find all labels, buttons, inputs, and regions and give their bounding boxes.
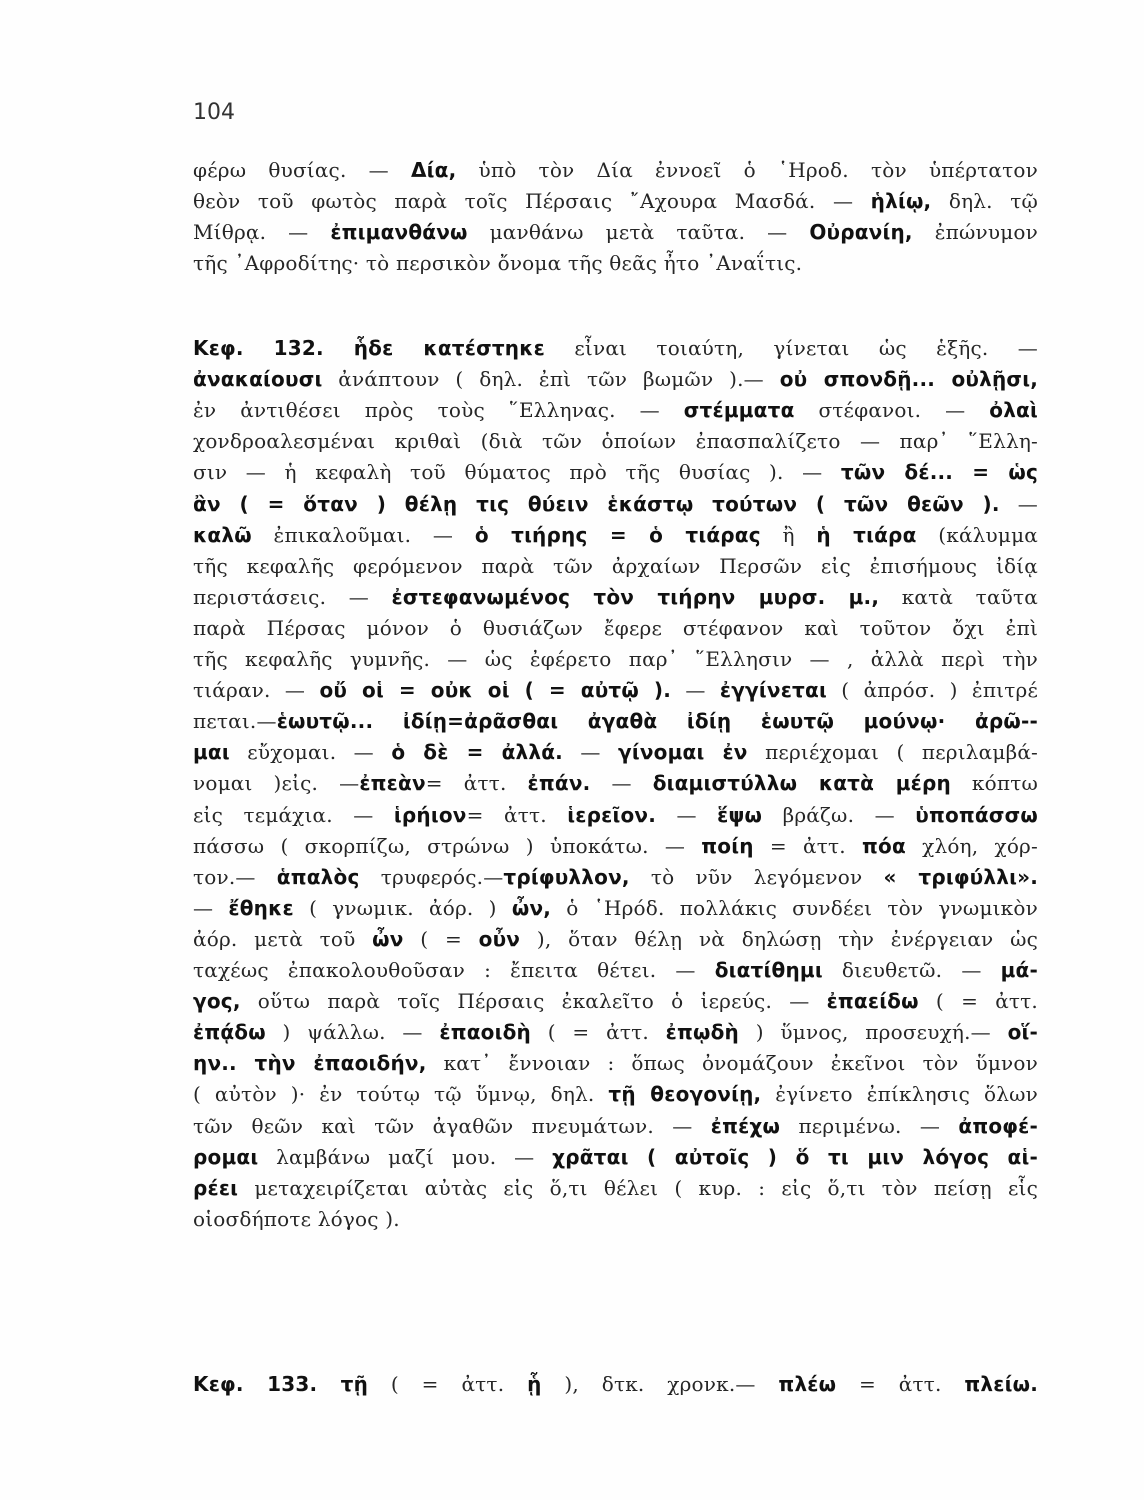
bold-term: καλῶ bbox=[193, 522, 252, 547]
text-line bbox=[193, 426, 1038, 457]
text-segment: ( = ἀττ. bbox=[368, 1372, 528, 1396]
text-segment: κατ᾿ ἔννοιαν : ὅπως ὀνομάζουν ἐκεῖνοι τὸν ὕμνον bbox=[426, 1051, 1038, 1076]
text-segment: τῆς κεφαλῆς γυμνῆς. — ὡς ἐφέρετο παρ᾿ ῞Ελλησιν — , ἀλλὰ περὶ τὴν bbox=[193, 647, 1038, 671]
text-segment: = ἀττ. bbox=[753, 833, 863, 858]
text-segment: διευθετῶ. — bbox=[822, 958, 1001, 982]
text-segment: ( = ἀττ. bbox=[530, 1020, 666, 1045]
bold-term: ἀποφέ- bbox=[958, 1113, 1038, 1138]
text-line bbox=[193, 186, 1038, 217]
bold-term: ἐγγίνεται bbox=[719, 678, 827, 703]
text-line bbox=[193, 1048, 1038, 1079]
text-segment: κατὰ ταῦτα bbox=[879, 584, 1038, 609]
text-line bbox=[193, 1173, 1038, 1204]
text-segment: ὁ ῾Ηρόδ. πολλάκις συνδέει τὸν γνωμικὸν bbox=[551, 895, 1038, 920]
text-line bbox=[193, 1369, 1038, 1400]
bold-term: ἐπαοιδὴ bbox=[439, 1020, 531, 1045]
text-line bbox=[193, 1017, 1038, 1048]
text-segment: οἱοσδήποτε λόγος ). bbox=[193, 1206, 400, 1231]
text-segment: τον.— bbox=[193, 864, 277, 889]
text-segment: εἰς τεμάχια. — bbox=[193, 802, 394, 827]
text-segment: Μίθρᾳ. — bbox=[193, 220, 331, 245]
text-line bbox=[193, 986, 1038, 1017]
text-segment: ὑπὸ τὸν Δία ἐννοεῖ ὁ ῾Ηροδ. τὸν ὑπέρτατον bbox=[456, 158, 1039, 182]
text-segment: εἶναι τοιαύτη, γίνεται ὡς ἑξῆς. — bbox=[545, 336, 1038, 360]
text-segment: βράζω. — bbox=[762, 802, 916, 827]
text-line bbox=[193, 582, 1038, 613]
bold-term: μά- bbox=[1000, 958, 1038, 982]
text-line bbox=[193, 520, 1038, 551]
bold-term: οὐ σπονδῇ... οὐλῇσι, bbox=[779, 367, 1039, 392]
text-segment: ἐπικαλοῦμαι. — bbox=[251, 522, 475, 547]
text-segment: εὔχομαι. — bbox=[229, 740, 392, 765]
text-segment: χλόη, χόρ- bbox=[905, 833, 1038, 858]
text-line bbox=[193, 551, 1038, 582]
text-line bbox=[193, 333, 1038, 364]
text-segment: ἢ bbox=[760, 522, 817, 547]
bold-term: ὁ τιήρης = ὁ τιάρας bbox=[474, 522, 761, 547]
text-segment: ), ὅταν θέλῃ νὰ δηλώσῃ τὴν ἐνέργειαν ὡς bbox=[520, 926, 1039, 951]
text-segment: φέρω θυσίας. — bbox=[193, 158, 411, 182]
text-segment: τιάραν. — bbox=[193, 678, 320, 703]
text-segment: τρυφερός.— bbox=[359, 864, 504, 889]
text-segment: ταχέως ἐπακολουθοῦσαν : ἔπειτα θέτει. — bbox=[193, 958, 715, 982]
text-line bbox=[193, 893, 1038, 924]
bold-term: γος, bbox=[193, 989, 241, 1014]
text-segment: σιν — ἡ κεφαλὴ τοῦ θύματος πρὸ τῆς θυσίας ). — bbox=[193, 460, 841, 485]
text-segment: ( = ἀττ. bbox=[918, 989, 1038, 1014]
text-line bbox=[193, 613, 1038, 644]
bold-term: γίνομαι ἐν bbox=[618, 740, 748, 765]
text-segment: νομαι )εἰς. — bbox=[193, 771, 360, 796]
bold-term: ἐπαείδω bbox=[826, 989, 919, 1014]
bold-term: πλείω. bbox=[964, 1372, 1038, 1396]
bold-term: μαι bbox=[193, 740, 230, 765]
bold-term: ἀνακαίουσι bbox=[193, 367, 323, 392]
bold-term: χρᾶται ( αὐτοῖς ) ὅ τι μιν λόγος αἱ- bbox=[552, 1144, 1038, 1169]
bold-term: Κεφ. 133. τῇ bbox=[193, 1372, 369, 1396]
bold-term: ἐπάν. bbox=[527, 771, 591, 796]
bold-term: ἡλίῳ, bbox=[870, 189, 932, 214]
text-segment: = ἀττ. bbox=[836, 1372, 965, 1396]
bold-term: διαμιστύλλω κατὰ μέρη bbox=[652, 771, 951, 796]
bold-term: ἡ τιάρα bbox=[816, 522, 917, 547]
bold-term: ἱερεῖον. bbox=[567, 802, 657, 827]
bold-term: οὖν bbox=[478, 926, 521, 951]
bold-term: ἑωυτῷ... ἰδίῃ=ἀρᾶσθαι ἀγαθὰ ἰδίῃ ἑωυτῷ μούνῳ· ἀρῶ-- bbox=[276, 709, 1038, 734]
text-segment: — bbox=[562, 740, 619, 765]
text-line bbox=[193, 457, 1038, 488]
bold-term: ἐστεφανωμένος τὸν τιήρην μυρσ. μ., bbox=[391, 584, 880, 609]
text-line bbox=[193, 706, 1038, 737]
text-line bbox=[193, 1079, 1038, 1110]
page-number: 104 bbox=[193, 100, 235, 125]
text-line bbox=[193, 364, 1038, 395]
text-segment: οὕτω παρὰ τοῖς Πέρσαις ἐκαλεῖτο ὁ ἱερεύς. — bbox=[240, 989, 827, 1014]
text-line bbox=[193, 737, 1038, 768]
text-line bbox=[193, 489, 1038, 520]
bold-term: « τριφύλλι». bbox=[883, 864, 1038, 889]
text-segment: λαμβάνω μαζί μου. — bbox=[258, 1144, 553, 1169]
bold-term: ἐπέχω bbox=[710, 1113, 781, 1138]
text-line bbox=[193, 248, 802, 279]
bold-term: ποίη bbox=[701, 833, 754, 858]
bold-term: Κεφ. 132. ἧδε κατέστηκε bbox=[193, 336, 545, 360]
bold-term: ᾗ bbox=[527, 1372, 542, 1396]
bold-term: ην.. τὴν ἐπαοιδήν, bbox=[193, 1051, 427, 1076]
bold-term: πλέω bbox=[778, 1372, 837, 1396]
text-segment: περιέχομαι ( περιλαμβά- bbox=[747, 740, 1038, 765]
text-segment: πάσσω ( σκορπίζω, στρώνω ) ὑποκάτω. — bbox=[193, 833, 702, 858]
text-segment: τῆς ᾿Αφροδίτης· τὸ περσικὸν ὄνομα τῆς θεᾶς ἦτο ᾿Αναΐτις. bbox=[193, 251, 803, 276]
bold-term: οἵ- bbox=[1007, 1020, 1039, 1045]
bold-term: διατίθημι bbox=[714, 958, 823, 982]
bold-term: στέμματα bbox=[683, 398, 795, 423]
text-segment: — bbox=[671, 678, 720, 703]
bold-term: Οὐρανίη, bbox=[809, 220, 913, 245]
bold-term: ρομαι bbox=[193, 1144, 259, 1169]
bold-term: ἐπεὰν bbox=[359, 771, 426, 796]
text-segment: χονδροαλεσμέναι κριθαὶ (διὰ τῶν ὁποίων ἐπασπαλίζετο — παρ᾿ ῞Ελλη- bbox=[193, 429, 1038, 454]
text-line bbox=[193, 675, 1038, 706]
text-segment: θεὸν τοῦ φωτὸς παρὰ τοῖς Πέρσαις ῎Αχουρα Μασδά. — bbox=[193, 189, 871, 214]
text-segment: — bbox=[193, 895, 229, 920]
text-line bbox=[193, 924, 1038, 955]
bold-term: ἔθηκε bbox=[228, 895, 294, 920]
text-segment: ἀόρ. μετὰ τοῦ bbox=[193, 926, 373, 951]
text-line bbox=[193, 644, 1038, 675]
text-line bbox=[193, 1142, 1038, 1173]
bold-term: ρέει bbox=[193, 1175, 239, 1200]
bold-term: ἐπᾴδω bbox=[193, 1020, 266, 1045]
text-line bbox=[193, 395, 1038, 426]
text-segment: — bbox=[999, 491, 1038, 516]
text-line bbox=[193, 800, 1038, 831]
text-line bbox=[193, 217, 1038, 248]
text-segment: περιστάσεις. — bbox=[193, 584, 392, 609]
text-segment: ( αὐτὸν )· ἐν τούτῳ τῷ ὕμνῳ, δηλ. bbox=[193, 1082, 609, 1107]
text-segment: ( γνωμικ. ἀόρ. ) bbox=[293, 895, 512, 920]
text-segment: — bbox=[656, 802, 718, 827]
text-segment: τὸ νῦν λεγόμενον bbox=[629, 864, 884, 889]
bold-term: ὦν, bbox=[511, 895, 552, 920]
bold-term: ὦν bbox=[372, 926, 404, 951]
text-line bbox=[193, 155, 1038, 186]
text-segment: ἐγίνετο ἐπίκλησις ὅλων bbox=[761, 1082, 1038, 1107]
text-line bbox=[193, 831, 1038, 862]
text-segment: περιμένω. — bbox=[780, 1113, 959, 1138]
text-segment: παρὰ Πέρσας μόνον ὁ θυσιάζων ἔφερε στέφανον καὶ τοῦτον ὄχι ἐπὶ bbox=[193, 615, 1038, 640]
text-line bbox=[193, 1204, 400, 1235]
text-segment: = ἀττ. bbox=[425, 771, 528, 796]
text-line bbox=[193, 1111, 1038, 1142]
text-segment: ἐπώνυμον bbox=[912, 220, 1038, 245]
text-segment: = ἀττ. bbox=[466, 802, 568, 827]
bold-term: ὀλαὶ bbox=[989, 398, 1038, 423]
text-line bbox=[193, 768, 1038, 799]
bold-term: ἂν ( = ὅταν ) θέλῃ τις θύειν ἑκάστῳ τούτων ( τῶν θεῶν ). bbox=[193, 491, 1000, 516]
text-line bbox=[193, 862, 1038, 893]
text-segment: ἐν ἀντιθέσει πρὸς τοὺς ῞Ελληνας. — bbox=[193, 398, 684, 423]
bold-term: ὁ δὲ = ἀλλά. bbox=[391, 740, 563, 765]
text-segment: — bbox=[590, 771, 653, 796]
text-segment: ) ὕμνος, προσευχή.— bbox=[738, 1020, 1008, 1045]
text-segment: πεται.— bbox=[193, 709, 277, 734]
text-segment: κόπτω bbox=[950, 771, 1038, 796]
text-segment: ( ἀπρόσ. ) ἐπιτρέ bbox=[826, 678, 1039, 703]
text-segment: ἀνάπτουν ( δηλ. ἐπὶ τῶν βωμῶν ).— bbox=[322, 367, 780, 392]
bold-term: οὔ οἱ = οὐκ οἱ ( = αὐτῷ ). bbox=[319, 678, 672, 703]
text-segment: τῆς κεφαλῆς φερόμενον παρὰ τῶν ἀρχαίων Περσῶν εἰς ἐπισήμους ἰδίᾳ bbox=[193, 553, 1038, 578]
text-segment: μανθάνω μετὰ ταῦτα. — bbox=[467, 220, 810, 245]
bold-term: τῇ θεογονίῃ, bbox=[608, 1082, 762, 1107]
bold-term: πόα bbox=[862, 833, 906, 858]
text-segment: ( = bbox=[403, 926, 479, 951]
text-segment: στέφανοι. — bbox=[794, 398, 990, 423]
text-line bbox=[193, 955, 1038, 986]
bold-term: τῶν δέ... = ὡς bbox=[840, 460, 1038, 485]
text-segment: τῶν θεῶν καὶ τῶν ἀγαθῶν πνευμάτων. — bbox=[193, 1113, 711, 1138]
text-segment: μεταχειρίζεται αὐτὰς εἰς ὅ,τι θέλει ( κυρ. : εἰς ὅ,τι τὸν πείσῃ εἷς bbox=[238, 1175, 1038, 1200]
bold-term: ἐπιμανθάνω bbox=[330, 220, 468, 245]
bold-term: ἕψω bbox=[717, 802, 763, 827]
text-segment: ) ψάλλω. — bbox=[265, 1020, 440, 1045]
bold-term: ἱρήιον bbox=[393, 802, 467, 827]
bold-term: Δία, bbox=[410, 158, 457, 182]
bold-term: ἐπῳδὴ bbox=[665, 1020, 739, 1045]
bold-term: τρίφυλλον, bbox=[503, 864, 630, 889]
bold-term: ἁπαλὸς bbox=[276, 864, 360, 889]
text-segment: ), δτκ. χρονκ.— bbox=[541, 1372, 779, 1396]
bold-term: ὑποπάσσω bbox=[915, 802, 1038, 827]
text-segment: δηλ. τῷ bbox=[931, 189, 1038, 214]
text-segment: (κάλυμμα bbox=[916, 522, 1038, 547]
